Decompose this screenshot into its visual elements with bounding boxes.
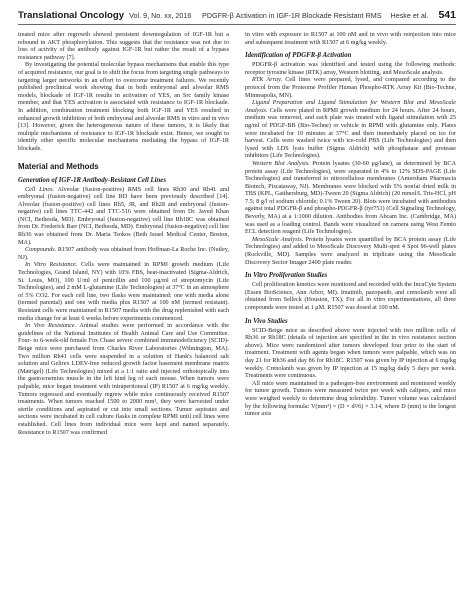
running-header (18, 6, 456, 24)
run-in-heading: Compounds. (25, 246, 57, 254)
paragraph-text: Cells were maintained in RPMI growth medium (Life Technologies, Grand Island, NY) with 10% FBS, heat-inactivated (Sigma-Aldrich, St. Louis, MO), 100 U/ml of penicillin and 100 μg/ml of streptomycin (Life Technologies), and 2 mM L-glutamine (Life Technologies) at 37°C in an atmosphere of 5% CO2. For each cell line, two flasks were maintained: one with media alone (termed parental) and one with media plus R1507 at 100 nM (termed resistant). Resistant cells were maintained in R1507 media with the drug replenished with each media change for at least 6 weeks before experiments commenced. (18, 261, 229, 322)
paragraph-text: Cells were plated in RPMI growth medium for 24 hours. After 24 hours, medium was removed, and each plate was treated with ligand stimulation with 25 ng/ml of PDGF-BB (Bio-Techne) or vehicle in RPMI with glutamine only. Plates were incubated for 10 minutes at 37°C and then immediately placed on ice for harvest. Cells were washed twice with ice-cold PBS (Life Technologies) and then lysed with LDS lysis buffer (Sigma Aldrich) with phosphatase and protease inhibitors (Life Technologies). (245, 106, 456, 160)
paragraph: By investigating the potential molecular bypass mechanisms that enable this type of acquired resistance, our goal is to shift the focus from targeting single pathways to targeting larger networks in an effort to overcome treatment failures. We recently published preclinical work showing that in both embryonal and alveolar RMS models, blockade of IGF-1R results in activation of YES, an Src family kinase member, and that YES activation is associated with resistance to IGF-1R blockade. In addition, combination treatment blocking both IGF-1R and YES resulted in enhanced growth inhibition of both embryonal and alveolar RMS in vitro and in vivo [13]. However, given the heterogeneous nature of these tumors, it is likely that multiple mechanisms of resistance to IGF-1R blockade exist. Hence, we sought to identify other specific molecular mechanisms mediating the bypass of IGF-1R blockade. (18, 61, 229, 152)
header-authors: Heske et al. (390, 10, 429, 20)
subsection-heading: Generation of IGF-1R Antibody-Resistant Cell Lines (18, 176, 166, 184)
left-column (18, 31, 229, 436)
paragraph-text: Protein lysates were quantified by BCA protein assay (Life Technologies) and added to MesoScale Discovery Multi-spot 4 Spot 96-well plates (Rockville, MD). Samples were analyzed in triplicate using the MesoScale Discovery Sector Imager 2400 plate reader. (245, 235, 456, 266)
subsection-heading: Identification of PDGFR-β Activation (245, 52, 352, 60)
paragraph (18, 261, 229, 322)
header-right (193, 9, 456, 21)
run-in-heading: Ligand Preparation and Ligand Stimulation for Western Blot and MesoScale Analysis. (245, 99, 456, 114)
run-in-heading: In Vitro Resistance. (25, 261, 78, 269)
header-rule (18, 24, 456, 25)
paragraph (245, 160, 456, 236)
run-in-heading: Cell Lines. (25, 185, 55, 193)
paragraph (18, 186, 229, 247)
paragraph (18, 322, 229, 436)
paragraph: All mice were maintained in a pathogen-free environment and monitored weekly for tumor growth. Tumors were measured twice per week with calipers, and mice were weighed weekly to determine drug tolerability. Tumor volume was calculated by the following formula: V(mm³) = (D × d²/6) × 3.14, where D (mm) is the longest tumor axis (245, 379, 456, 418)
paragraph (245, 99, 456, 160)
page-number: 541 (438, 9, 456, 21)
paragraph-text: Protein lysates (30-60 μg/lane), as determined by BCA protein assay (Life Technologies), were separated in 4% to 12% SDS-PAGE (Life Technologies) and transferred to nitrocellulose membranes (Amersham Pharmacia Biotech, Piscataway, NJ). Membranes were blocked with 5% nonfat dried milk in TBS (KPL, Gaithersburg, MD)-Tween 20 (Sigma Aldrich) (20 mmol/L Tris-HCl, pH 7.5; 8 g/l of sodium chloride; 0.1% Tween 20). Blots were incubated with antibodies against total PDGFR-β and phospho-PDGFR-β (tyr751) (Cell Signaling Technology, Beverly, MA) at a 1:1000 dilution. Antibodies from Abcam Inc. (Cambridge, MA) was used as a loading control. Bands were visualized on camera using West Femto ECL detection reagent (Life Technologies). (245, 159, 457, 236)
run-in-heading: In Vivo Resistance. (25, 322, 77, 330)
paragraph: treated mice after regrowth showed persistent downregulation of IGF-1R but a rebound in AKT phosphorylation. This suggests that the resistance was not due to loss of activity of the antibody against IGF-1R but rather the result of a bypass resistance pathway [7]. (18, 31, 229, 61)
paragraph: in vitro with exposure to R1507 at 100 nM and in vivo with reinjection into mice and subsequent treatment with R1507 at 6 mg/kg weekly. (245, 31, 456, 46)
running-title: PDGFR-β Activation in IGF-1R Blockade Resistant RMS (202, 10, 382, 20)
run-in-heading: RTK Array. (252, 76, 283, 84)
paragraph: SCID-Beige mice as described above were injected with two million cells of Rh36 or Rh18C (details of injection are specified in the in vivo resistance section above). Mice were randomized after tumors developed four prior to the start of treatment. Treatment with agents began when tumors were palpable, which was on day 21 for Rh36 and day 86 for Rh18C. R1507 was given by IP injection at 6 mg/kg weekly. Crenolanib was given by IP injection at 15 mg/kg daily 5 days per week. Treatments were continuous. (245, 326, 456, 380)
paragraph-text: R1507 antibody was obtained from Hoffman-La Roche Inc. (Nutley, NJ). (18, 246, 229, 261)
paragraph (245, 76, 456, 99)
paragraph (18, 246, 229, 261)
volume-info: Vol. 9, No. xx, 2016 (129, 10, 192, 20)
paragraph-text: Alveolar (fusion-positive) RMS cell lines Rh30 and Rh41 and embryonal (fusion-negative) cell line RD have been previously described [14]. Alveolar (fusion-positive) cell lines Rh5, JR, and Rh28 and embryonal (fusion-negative) cell lines TTC-442 and TTC-516 were obtained from Dr. Javed Khan (NCI, Bethesda, MD). Embryonal (fusion-negative) cell line Rh18C was obtained from Dr. Frederick Barr (NCI, Bethesda, MD). Embryonal (fusion-negative) cell line Rh36 was obtained from Dr. Maria Tsokos (Beth Israel Medical Center, Boston, MA). (18, 185, 229, 246)
run-in-heading: Western Blot Analysis. (252, 159, 310, 167)
subsection-heading: In Vivo Studies (245, 317, 288, 325)
paragraph: Cell proliferation kinetics were monitored and recorded with the IncuCyte System (Essen BioScience, Ann Arbor, MI). Imatinib, pazopanib, and crenolanib were all obtained from Selleck (Houston, TX). For all in vitro experimentations, all three compounds were tested at 1 μM. R1507 was dosed at 100 nM. (245, 281, 456, 311)
paragraph-text: Cell lines were prepared, lysed, and compared according to the protocol from the Proteome Profiler Human Phospho-RTK Array Kit (Bio-Techne, Minneapolis, MN). (245, 76, 456, 99)
paragraph-text: Animal studies were performed in accordance with the guidelines of the National Institutes of Health Animal Care and Use Committee. Four- to 6-week-old female Fox Chase severe combined immunodeficiency (SCID)-Beige mice were purchased from Charles River Laboratories (Wilmington, MA). Two million Rh41 cells were suspended in a solution of Hank's balanced salt solution and Geltrex LDEV-free reduced growth factor basement membrane matrix (Matrigel) (Life Technologies) mixed at a 1:1 ratio and injected orthotopically into the gastrocnemius muscle in the left hind leg of each mouse. When tumors were palpable, mice began treatment with intraperitoneal (IP) R1507 at 6 mg/kg weekly. Tumors regressed and eventually regrew while mice continuously received R1507 treatments. When tumors reached 1500 to 2000 mm³, they were harvested under sterile conditions and aspirated or cut into small sections. Tumor aspirates and sections were incubated in cell culture flasks in complete RPMI until cell lines were established. Cell lines from individual mice were kept and named separately. Resistance to R1507 was confirmed (18, 322, 229, 436)
section-heading: Material and Methods (18, 161, 99, 171)
subsection-heading: In Vitro Proliferation Studies (245, 272, 328, 280)
paragraph: PDGFR-β activation was identified and tested using the following methods: receptor tyrosine kinase (RTK) array, Western blotting, and MesoScale analysis. (245, 61, 456, 76)
run-in-heading: MesoScale Analysis. (252, 235, 304, 243)
journal-name: Translational Oncology (18, 9, 125, 21)
right-column (245, 31, 456, 418)
paragraph (245, 236, 456, 266)
